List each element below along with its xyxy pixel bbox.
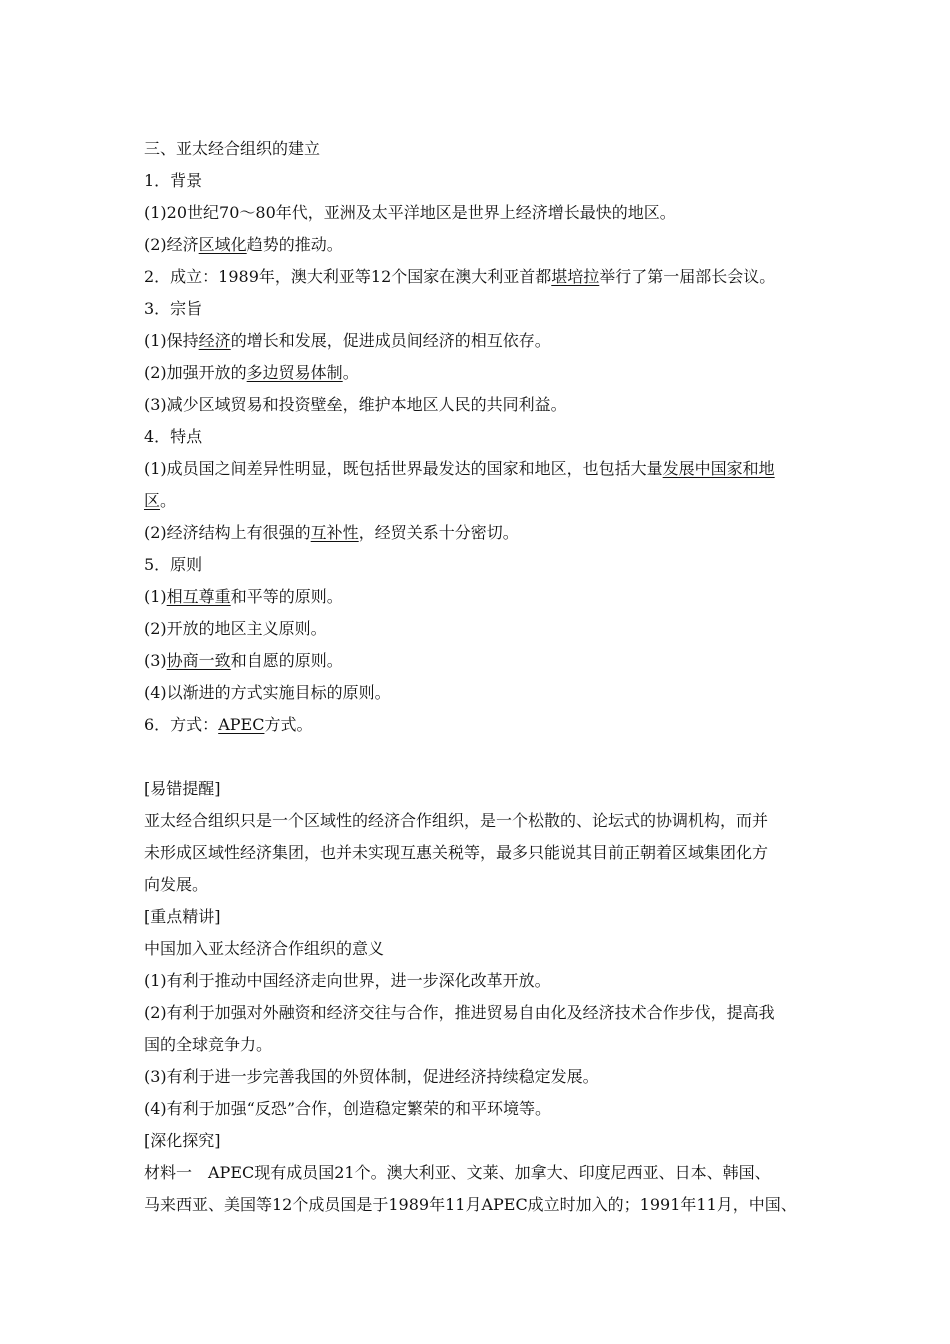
tips-line-2: 未形成区域性经济集团，也并未实现互惠关税等，最多只能说其目前正朝着区域集团化方 bbox=[144, 843, 769, 862]
text-segment: 。 bbox=[342, 363, 359, 382]
text-segment: 和自愿的原则。 bbox=[230, 651, 343, 670]
background-heading: 1．背景 bbox=[144, 171, 203, 190]
principles-item-3 bbox=[144, 645, 816, 677]
explore-line-2: 马来西亚、美国等12个成员国是于1989年11月APEC成立时加入的；1991年11月，中国、 bbox=[144, 1195, 797, 1214]
text-segment: ，经贸关系十分密切。 bbox=[358, 523, 519, 542]
section-title: 三、亚太经合组织的建立 bbox=[144, 139, 321, 158]
key-points-item-2-line-1: (2)有利于加强对外融资和经济交往与合作，推进贸易自由化及经济技术合作步伐，提高我 bbox=[144, 1003, 775, 1022]
features-heading: 4．特点 bbox=[144, 427, 203, 446]
background-item-2 bbox=[144, 229, 816, 261]
tips-label: [易错提醒] bbox=[144, 779, 221, 798]
document-page bbox=[144, 133, 816, 1221]
underlined-answer: 堪培拉 bbox=[551, 267, 600, 286]
text-segment: 2．成立：1989年，澳大利亚等12个国家在澳大利亚首都 bbox=[144, 267, 552, 286]
underlined-answer: 发展中国家和地 bbox=[662, 459, 775, 478]
features-item-1-line-2 bbox=[144, 485, 816, 517]
text-segment: (1)保持 bbox=[144, 331, 199, 350]
explore-line-1: 材料一 APEC现有成员国21个。澳大利亚、文莱、加拿大、印度尼西亚、日本、韩国、 bbox=[144, 1163, 771, 1182]
text-segment: (2)经济 bbox=[144, 235, 199, 254]
underlined-answer: 区域化 bbox=[198, 235, 247, 254]
tips-line-3: 向发展。 bbox=[144, 875, 209, 894]
purpose-item-2 bbox=[144, 357, 816, 389]
text-segment: 6．方式： bbox=[144, 715, 219, 734]
text-segment: (1)成员国之间差异性明显，既包括世界最发达的国家和地区，也包括大量 bbox=[144, 459, 663, 478]
text-segment: (3) bbox=[144, 651, 167, 670]
underlined-answer: 多边贸易体制 bbox=[246, 363, 343, 382]
underlined-answer: 相互尊重 bbox=[166, 587, 231, 606]
underlined-answer: 协商一致 bbox=[166, 651, 231, 670]
purpose-item-1 bbox=[144, 325, 816, 357]
principles-heading: 5．原则 bbox=[144, 555, 203, 574]
key-points-item-4: (4)有利于加强“反恐”合作，创造稳定繁荣的和平环境等。 bbox=[144, 1099, 552, 1118]
text-segment: 和平等的原则。 bbox=[230, 587, 343, 606]
text-segment: (1) bbox=[144, 587, 167, 606]
spacer bbox=[144, 741, 816, 773]
principles-item-4: (4)以渐进的方式实施目标的原则。 bbox=[144, 683, 391, 702]
key-points-item-1: (1)有利于推动中国经济走向世界，进一步深化改革开放。 bbox=[144, 971, 551, 990]
text-segment: 的增长和发展，促进成员间经济的相互依存。 bbox=[230, 331, 551, 350]
text-segment: 方式。 bbox=[264, 715, 313, 734]
tips-line-1: 亚太经合组织只是一个区域性的经济合作组织，是一个松散的、论坛式的协调机构，而并 bbox=[144, 811, 769, 830]
key-points-item-3: (3)有利于进一步完善我国的外贸体制，促进经济持续稳定发展。 bbox=[144, 1067, 599, 1086]
purpose-heading: 3．宗旨 bbox=[144, 299, 203, 318]
explore-label: [深化探究] bbox=[144, 1131, 221, 1150]
underlined-answer: 区 bbox=[144, 491, 161, 510]
text-segment: (2)经济结构上有很强的 bbox=[144, 523, 311, 542]
key-points-title: 中国加入亚太经济合作组织的意义 bbox=[144, 939, 385, 958]
underlined-answer: APEC bbox=[218, 715, 265, 734]
text-segment: 。 bbox=[160, 491, 177, 510]
background-item-1: (1)20世纪70～80年代，亚洲及太平洋地区是世界上经济增长最快的地区。 bbox=[144, 203, 676, 222]
key-points-label: [重点精讲] bbox=[144, 907, 221, 926]
features-item-2 bbox=[144, 517, 816, 549]
purpose-item-3: (3)减少区域贸易和投资壁垒，维护本地区人民的共同利益。 bbox=[144, 395, 567, 414]
text-segment: 举行了第一届部长会议。 bbox=[599, 267, 776, 286]
principles-item-1 bbox=[144, 581, 816, 613]
features-item-1-line-1 bbox=[144, 453, 816, 485]
method-line bbox=[144, 709, 816, 741]
underlined-answer: 互补性 bbox=[310, 523, 359, 542]
key-points-item-2-line-2: 国的全球竞争力。 bbox=[144, 1035, 273, 1054]
founding-line bbox=[144, 261, 816, 293]
text-segment: (2)加强开放的 bbox=[144, 363, 247, 382]
principles-item-2: (2)开放的地区主义原则。 bbox=[144, 619, 327, 638]
text-segment: 趋势的推动。 bbox=[246, 235, 343, 254]
underlined-answer: 经济 bbox=[198, 331, 231, 350]
